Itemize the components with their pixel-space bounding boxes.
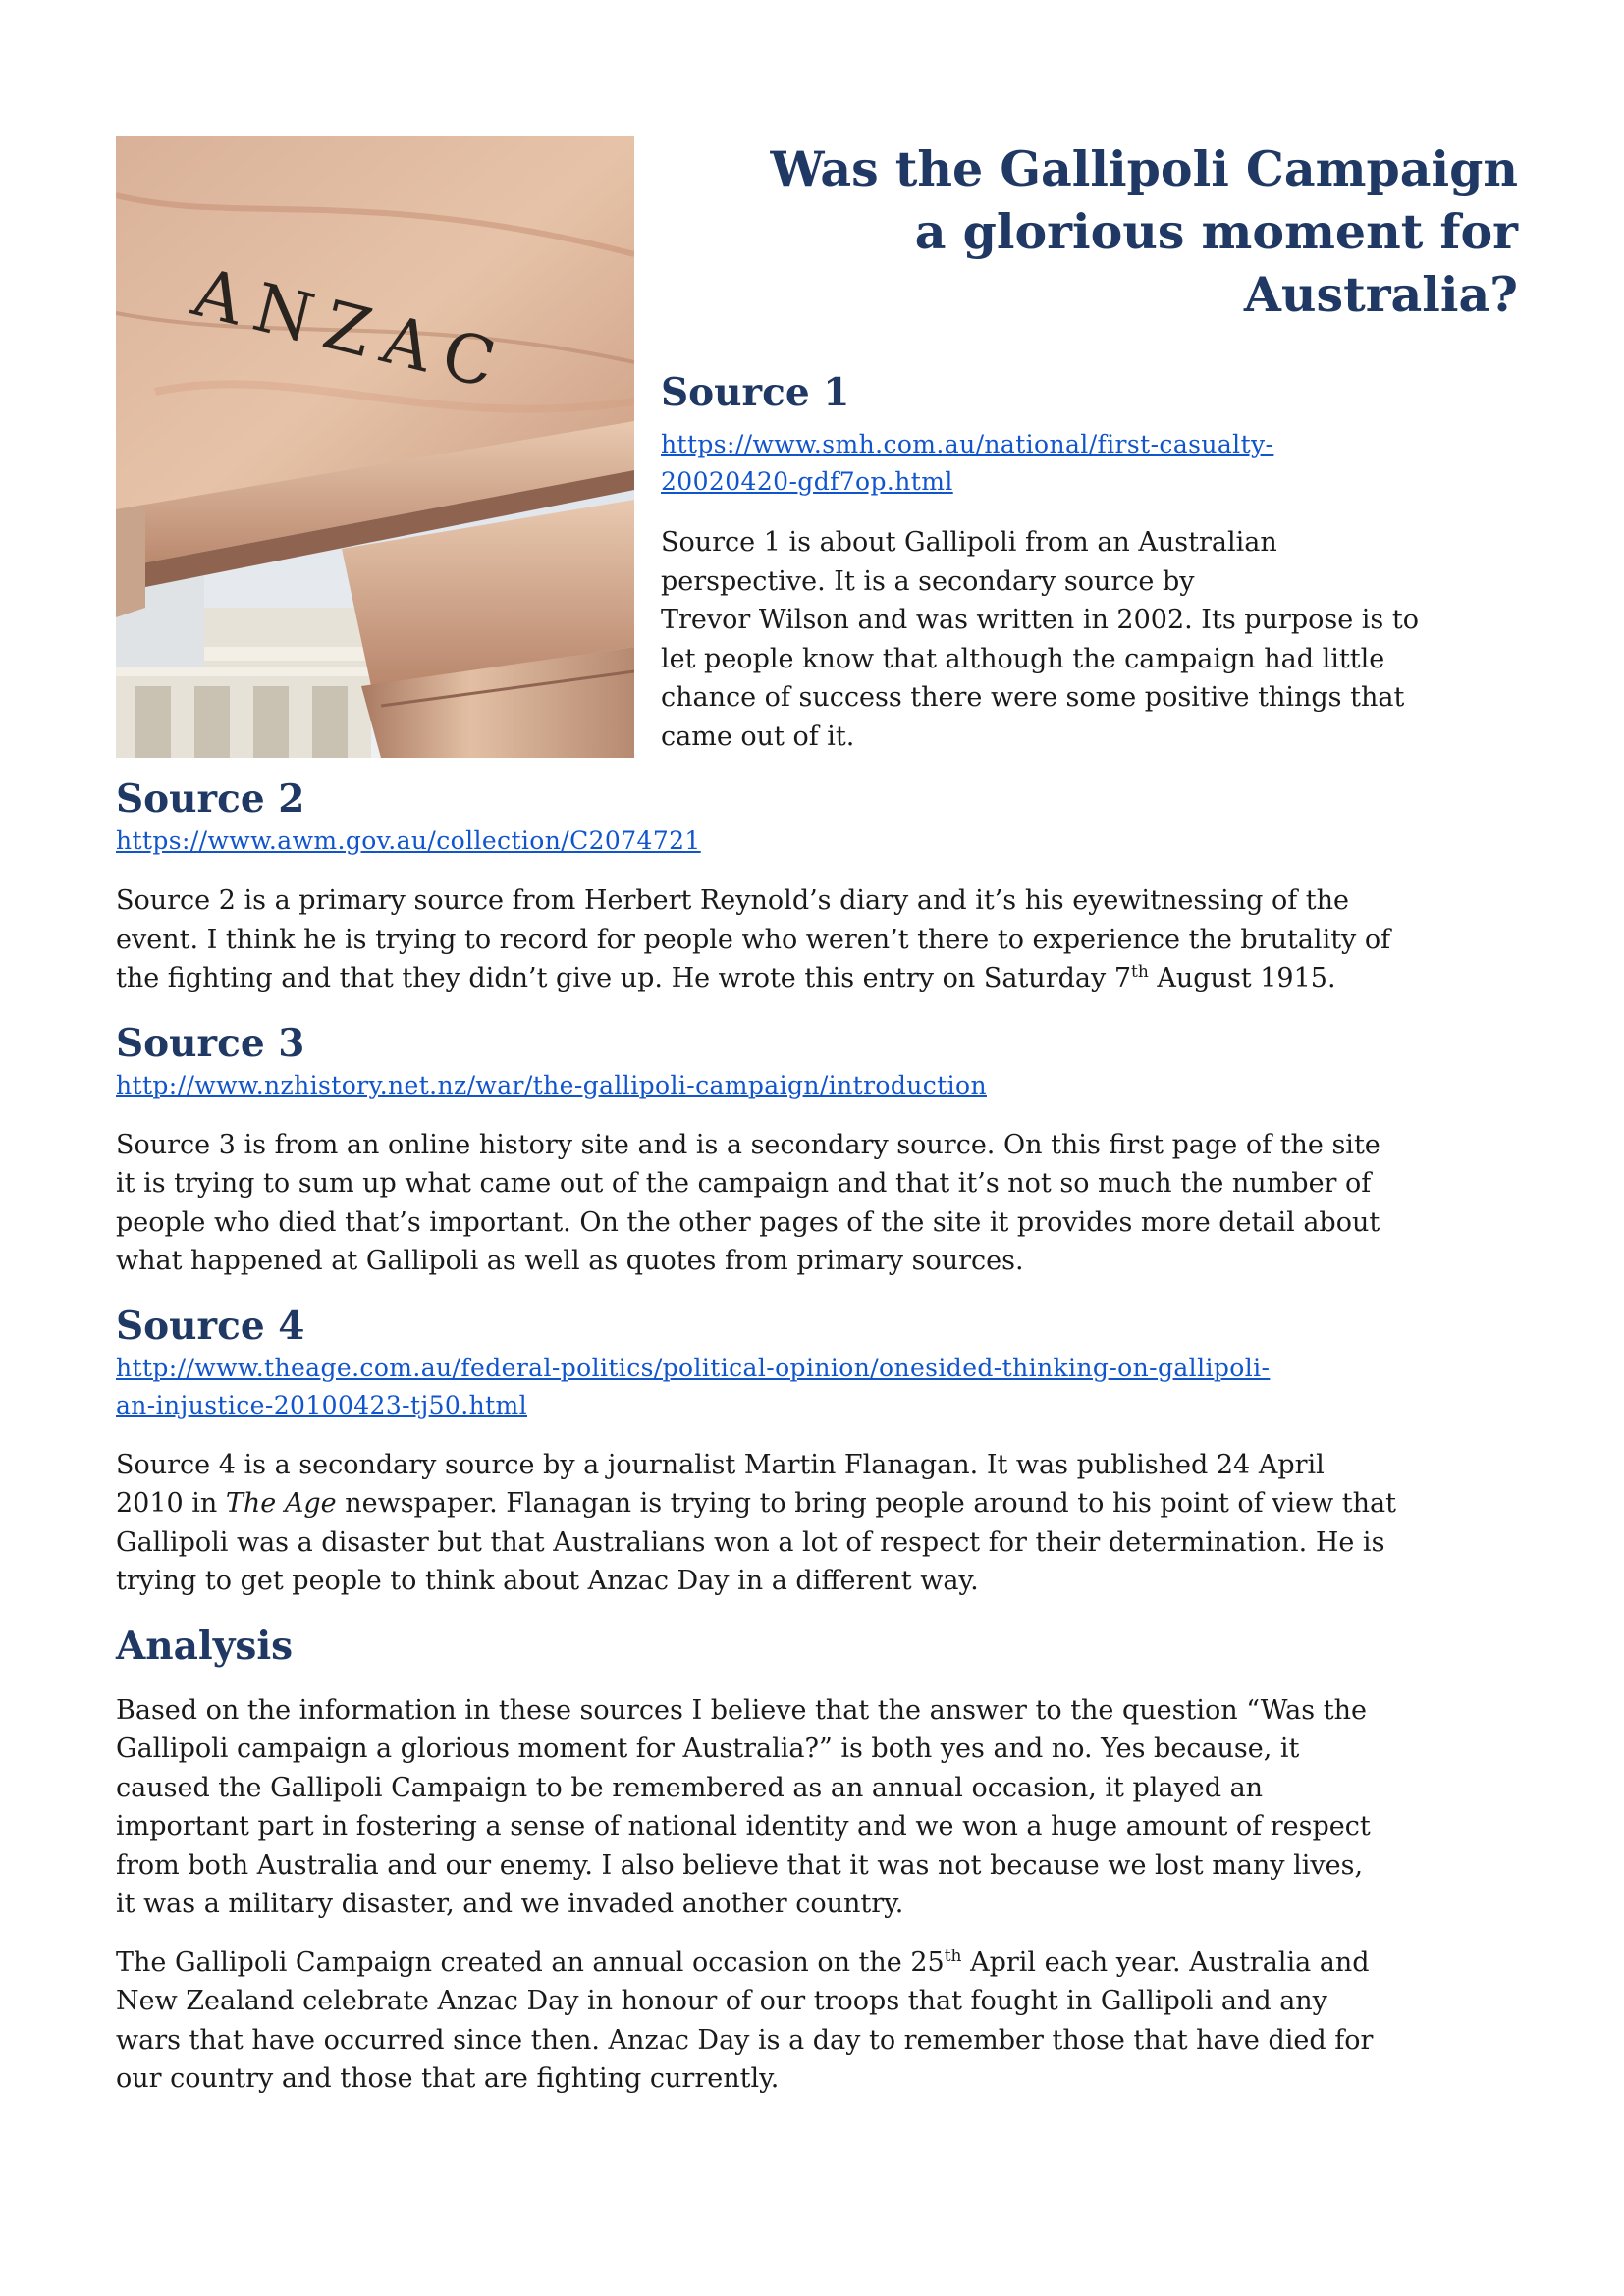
- title-line: Australia?: [1243, 266, 1518, 323]
- source-heading: Source 1: [661, 370, 850, 415]
- text-line: Gallipoli campaign a glorious moment for Australia?” is both yes and no. Yes because, it: [116, 1734, 1300, 1764]
- analysis-paragraph: [116, 1944, 1530, 2099]
- text-line: event. I think he is trying to record for people who weren’t there to experience the brutality of: [116, 924, 1391, 955]
- title-line: a glorious moment for: [914, 203, 1518, 260]
- text-line: chance of success there were some positive things that: [661, 682, 1405, 713]
- newspaper-title: The Age: [225, 1488, 337, 1519]
- link-line: http://www.theage.com.au/federal-politics/political-opinion/onesided-thinking-on-gallipoli-: [116, 1353, 1271, 1382]
- text-line: came out of it.: [661, 721, 855, 752]
- text-line: from both Australia and our enemy. I also believe that it was not because we lost many lives,: [116, 1849, 1364, 1881]
- svg-text:ANZAC: ANZAC: [185, 253, 516, 407]
- text-line: Source 1 is about Gallipoli from an Australian: [661, 527, 1277, 558]
- source-heading: Source 4: [116, 1303, 305, 1349]
- source-heading: Source 2: [116, 776, 305, 822]
- text-line: Based on the information in these sources I believe that the answer to the question “Was the: [116, 1694, 1367, 1726]
- text-line: the fighting and that they didn’t give up. He wrote this entry on Saturday 7: [116, 963, 1132, 993]
- text-line: it was a military disaster, and we invaded another country.: [116, 1889, 904, 1919]
- text-line: New Zealand celebrate Anzac Day in honour of our troops that fought in Gallipoli and any: [116, 1986, 1327, 2016]
- text-line: newspaper. Flanagan is trying to bring people around to his point of view that: [336, 1488, 1396, 1519]
- text-line: important part in fostering a sense of national identity and we won a huge amount of respect: [116, 1811, 1371, 1842]
- source-description: [116, 1446, 1530, 1601]
- link-line: an-injustice-20100423-tj50.html: [116, 1390, 528, 1419]
- text-line: perspective. It is a secondary source by: [661, 565, 1195, 597]
- source-link[interactable]: [116, 1067, 1530, 1104]
- source-link[interactable]: [116, 1350, 1530, 1424]
- main-content: [116, 775, 1530, 2118]
- link-line: http://www.nzhistory.net.nz/war/the-gallipoli-campaign/introduction: [116, 1070, 987, 1099]
- source-heading: Source 3: [116, 1020, 305, 1066]
- text-line: people who died that’s important. On the other pages of the site it provides more detail about: [116, 1206, 1380, 1238]
- text-line: April each year. Australia and: [961, 1947, 1370, 1978]
- anzac-building-photo: [116, 136, 634, 758]
- link-line: https://www.smh.com.au/national/first-casualty-: [661, 430, 1274, 458]
- source-1-section: [661, 369, 1525, 756]
- source-3-section: [116, 1020, 1530, 1281]
- page-title: [668, 137, 1518, 326]
- analysis-heading: Analysis: [116, 1623, 294, 1669]
- text-line: 2010 in: [116, 1488, 226, 1519]
- text-line: let people know that although the campaign had little: [661, 643, 1385, 674]
- title-line: Was the Gallipoli Campaign: [770, 140, 1518, 197]
- ordinal-suffix: th: [944, 1946, 962, 1966]
- text-line: it is trying to sum up what came out of the campaign and that it’s not so much the number of: [116, 1168, 1372, 1199]
- text-line: trying to get people to think about Anzac Day in a different way.: [116, 1566, 979, 1596]
- text-line: our country and those that are fighting currently.: [116, 2063, 780, 2094]
- analysis-paragraph: [116, 1691, 1530, 1924]
- text-line: wars that have occurred since then. Anzac Day is a day to remember those that have died for: [116, 2024, 1374, 2056]
- text-line: caused the Gallipoli Campaign to be remembered as an annual occasion, it played an: [116, 1772, 1264, 1803]
- text-line: Trevor Wilson and was written in 2002. Its purpose is to: [661, 605, 1419, 635]
- source-description: [116, 1126, 1530, 1281]
- text-line: Source 2 is a primary source from Herbert Reynold’s diary and it’s his eyewitnessing of the: [116, 885, 1350, 916]
- ordinal-suffix: th: [1131, 962, 1149, 982]
- link-line: https://www.awm.gov.au/collection/C2074721: [116, 827, 701, 855]
- text-line: what happened at Gallipoli as well as quotes from primary sources.: [116, 1246, 1024, 1276]
- source-2-section: [116, 775, 1530, 998]
- text-line: Gallipoli was a disaster but that Australians won a lot of respect for their determination. He is: [116, 1526, 1385, 1558]
- source-4-section: [116, 1303, 1530, 1601]
- link-line: 20020420-gdf7op.html: [661, 467, 953, 496]
- source-description: [116, 881, 1530, 998]
- source-link[interactable]: [116, 823, 1530, 860]
- source-description: [661, 523, 1525, 756]
- source-link[interactable]: [661, 426, 1525, 501]
- text-line: Source 3 is from an online history site and is a secondary source. On this first page of the site: [116, 1129, 1380, 1160]
- text-line: August 1915.: [1148, 963, 1336, 993]
- analysis-section: [116, 1623, 1530, 2099]
- text-line: Source 4 is a secondary source by a journalist Martin Flanagan. It was published 24 April: [116, 1449, 1325, 1480]
- text-line: The Gallipoli Campaign created an annual occasion on the 25: [116, 1947, 945, 1978]
